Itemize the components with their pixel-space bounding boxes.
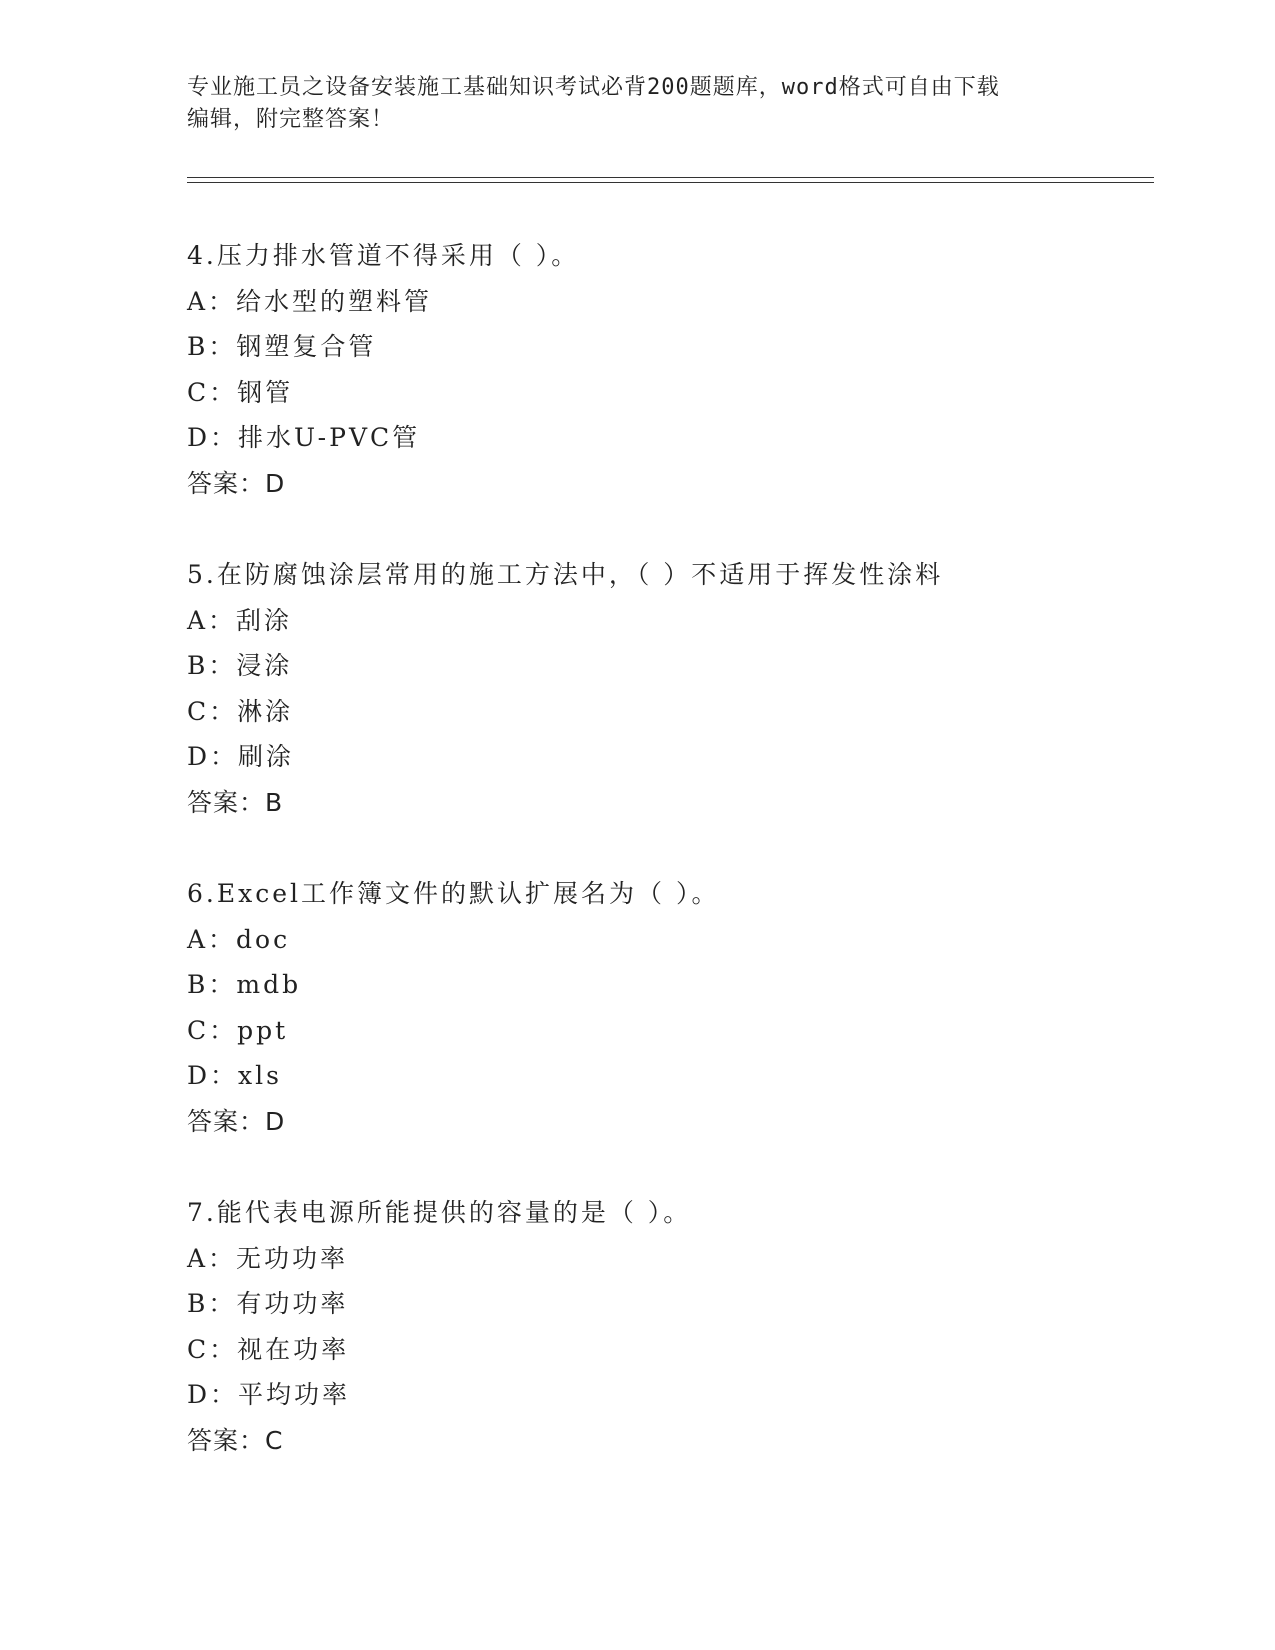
option-a: A：无功功率 xyxy=(187,1243,349,1273)
header-title-line-1: 专业施工员之设备安装施工基础知识考试必背200题题库，word格式可自由下载 xyxy=(187,75,1000,100)
option-b: B：钢塑复合管 xyxy=(187,332,377,361)
question-7 xyxy=(187,1190,1147,1463)
option-a: A：刮涂 xyxy=(187,605,293,635)
option-d: D：平均功率 xyxy=(187,1380,351,1409)
question-6 xyxy=(187,871,1147,1144)
header-title-line-2: 编辑，附完整答案！ xyxy=(187,107,395,132)
answer: 答案：D xyxy=(187,468,286,498)
option-d: D：xls xyxy=(187,1061,282,1090)
header-divider-bottom xyxy=(187,182,1154,183)
option-d: D：排水U-PVC管 xyxy=(187,423,421,452)
question-4 xyxy=(187,233,1147,506)
option-c: C：视在功率 xyxy=(187,1334,350,1364)
answer: 答案：B xyxy=(187,787,284,817)
question-stem: 6.Excel工作簿文件的默认扩展名为（ ）。 xyxy=(187,879,720,908)
question-5 xyxy=(187,552,1147,825)
option-b: B：有功功率 xyxy=(187,1289,349,1318)
question-stem: 7.能代表电源所能提供的容量的是（ ）。 xyxy=(187,1198,692,1227)
question-stem: 4.压力排水管道不得采用（ ）。 xyxy=(187,241,580,270)
option-c: C：ppt xyxy=(187,1015,289,1045)
option-c: C：钢管 xyxy=(187,377,294,407)
option-c: C：淋涂 xyxy=(187,696,294,726)
header-divider-top xyxy=(187,177,1154,178)
option-b: B：浸涂 xyxy=(187,651,293,680)
option-b: B：mdb xyxy=(187,970,302,999)
question-stem: 5.在防腐蚀涂层常用的施工方法中，（ ）不适用于挥发性涂料 xyxy=(187,560,944,589)
document-header xyxy=(187,72,1067,136)
answer: 答案：C xyxy=(187,1425,284,1455)
option-d: D：刷涂 xyxy=(187,742,295,771)
answer: 答案：D xyxy=(187,1106,286,1136)
option-a: A：doc xyxy=(187,924,291,954)
option-a: A：给水型的塑料管 xyxy=(187,286,433,316)
